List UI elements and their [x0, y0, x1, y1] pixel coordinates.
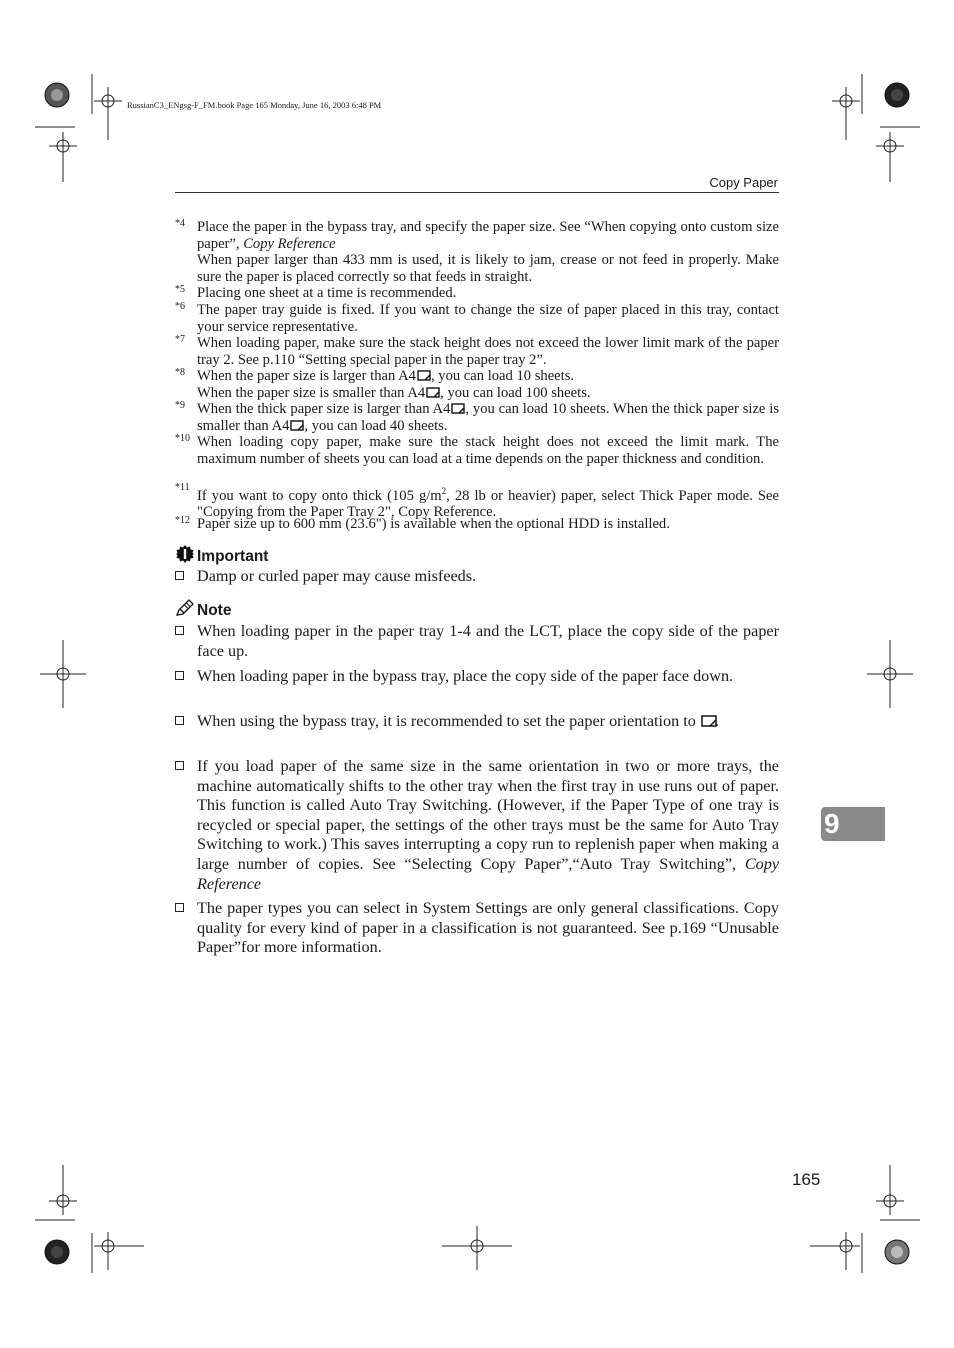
- slug-line: RussianC3_ENgsg-F_FM.book Page 165 Monday, June 16, 2003 6:48 PM: [127, 100, 382, 110]
- note-label: Note: [197, 601, 232, 619]
- checkbox-bullet-icon: [175, 903, 184, 912]
- footnote-mark: *5: [175, 284, 185, 295]
- footnote-10: [175, 434, 779, 467]
- footnote-text: When paper larger than 433 mm is used, it is likely to jam, crease or not feed in properly. Make sure the paper is placed correctly so that feeds in straight.: [197, 252, 779, 285]
- footnote-text: Placing one sheet at a time is recommended.: [197, 285, 457, 301]
- page-number: 165: [792, 1170, 821, 1189]
- footnote-text: , you can load 40 sheets.: [304, 417, 448, 434]
- footnote-7: [175, 335, 779, 368]
- footnote-mark: *8: [175, 367, 185, 378]
- checkbox-bullet-icon: [175, 716, 184, 725]
- note-text: When using the bypass tray, it is recommended to set the paper orientation to: [197, 712, 700, 730]
- orientation-icon: [290, 419, 304, 430]
- orientation-icon: [701, 713, 715, 724]
- checkbox-bullet-icon: [175, 761, 184, 770]
- footnote-mark: *10: [175, 433, 190, 444]
- footnote-text: Paper size up to 600 mm (23.6") is available when the optional HDD is installed.: [197, 516, 670, 532]
- footnote-text: If you want to copy onto thick (105 g/m: [197, 487, 442, 504]
- footnote-text: Place the paper in the bypass tray, and specify the paper size. See “When copying onto custom size paper”,: [197, 219, 779, 252]
- chapter-tab: [821, 807, 885, 841]
- footnote-text: When the thick paper size is larger than A4: [197, 401, 451, 417]
- footnote-text: When the paper size is larger than A4: [197, 368, 416, 384]
- footnote-6: [175, 302, 779, 335]
- important-heading: [175, 544, 268, 569]
- note-text: If you load paper of the same size in the same orientation in two or more trays, the machine automatically shifts to the other tray when the first tray in use runs out of paper. This function is called Auto Tray Switching. (However, if the Paper Type of one tray is recycled or special paper, the settings of the other trays must be the same for Auto Tray Switching to work.) This saves interrupting a copy run to replenish paper when making a large number of copies. See “Selecting Copy Paper”,“Auto Tray Switching”,: [197, 757, 779, 873]
- important-item: Damp or curled paper may cause misfeeds.: [175, 567, 779, 587]
- note-item: [175, 757, 779, 894]
- checkbox-bullet-icon: [175, 626, 184, 635]
- note-item: When loading paper in the bypass tray, place the copy side of the paper face down.: [175, 667, 779, 687]
- footnote-mark: *9: [175, 400, 185, 411]
- note-heading: [175, 599, 231, 622]
- note-item: When loading paper in the paper tray 1-4 and the LCT, place the copy side of the paper face up.: [175, 622, 779, 661]
- footnote-9: [175, 401, 779, 434]
- footnote-text: When the paper size is smaller than A4: [197, 384, 426, 401]
- footnote-mark: *6: [175, 301, 185, 312]
- footnote-text: When loading copy paper, make sure the stack height does not exceed the limit mark. The maximum number of sheets you can load at a time depends on the paper thickness and condition.: [197, 434, 779, 467]
- note-text: .: [714, 712, 719, 730]
- footnote-italic: Copy Reference: [243, 235, 336, 252]
- footnote-12: [175, 516, 779, 533]
- chapter-number: 9: [824, 808, 840, 839]
- checkbox-bullet-icon: [175, 571, 184, 580]
- footnote-mark: *7: [175, 334, 185, 345]
- orientation-icon: [426, 386, 440, 397]
- header-rule: [175, 192, 779, 193]
- footnote-text: The paper tray guide is fixed. If you want to change the size of paper placed in this tray, contact your service representative.: [197, 302, 779, 335]
- footnote-mark: *11: [175, 482, 190, 493]
- checkbox-bullet-icon: [175, 671, 184, 680]
- note-item: [175, 712, 779, 732]
- important-label: Important: [197, 547, 269, 565]
- footnote-text: When loading paper, make sure the stack height does not exceed the lower limit mark of the paper tray 2. See p.110 “Setting special paper in the paper tray 2”.: [197, 335, 779, 368]
- important-icon: [175, 544, 197, 569]
- superscript: 2: [441, 486, 447, 496]
- orientation-icon: [417, 369, 431, 380]
- orientation-icon: [451, 402, 465, 413]
- footnote-4: [175, 219, 779, 285]
- footnote-text: , 28 lb or heavier) paper, select Thick Paper mode. See "Copying from the Paper Tray 2", Copy Reference.: [197, 487, 780, 521]
- footnote-text: , you can load 10 sheets.: [430, 368, 575, 384]
- footnote-8: [175, 368, 779, 401]
- footnote-text: , you can load 100 sheets.: [440, 384, 591, 401]
- running-head: Copy Paper: [709, 175, 778, 190]
- note-item: The paper types you can select in System Settings are only general classifications. Copy quality for every kind of paper in a classification is not guaranteed. See p.169 “Unusable Paper”for more information.: [175, 899, 779, 958]
- note-italic: Copy Reference: [197, 854, 779, 893]
- footnote-mark: *4: [175, 218, 185, 229]
- footnote-mark: *12: [175, 515, 190, 526]
- note-pencil-icon: [175, 599, 197, 622]
- footnote-5: [175, 285, 779, 302]
- footnote-text: , you can load 10 sheets. When the thick paper size is smaller than A4: [197, 401, 779, 434]
